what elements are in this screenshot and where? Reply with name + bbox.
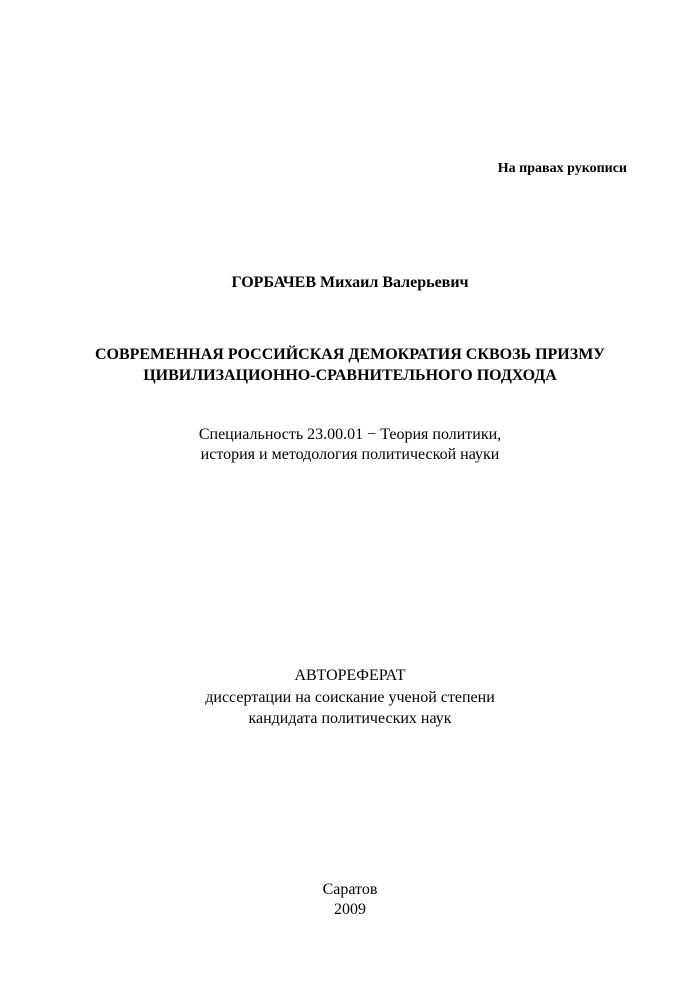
specialty-line-1: Специальность 23.00.01 − Теория политики,	[198, 426, 502, 443]
author-name: ГОРБАЧЕВ Михаил Валерьевич	[231, 274, 469, 291]
year: 2009	[334, 901, 366, 918]
rights-note: На правах рукописи	[497, 161, 627, 176]
specialty-line-2: история и методология политической науки	[200, 446, 500, 463]
abstract-label: АВТОРЕФЕРАТ	[294, 667, 406, 684]
abstract-degree-line-1: диссертации на соискание ученой степени	[205, 689, 495, 706]
city: Саратов	[322, 881, 378, 898]
dissertation-title-line-2: ЦИВИЛИЗАЦИОННО-СРАВНИТЕЛЬНОГО ПОДХОДА	[143, 367, 557, 384]
dissertation-title-line-1: СОВРЕМЕННАЯ РОССИЙСКАЯ ДЕМОКРАТИЯ СКВОЗЬ ПРИЗМУ	[94, 346, 606, 363]
abstract-degree-line-2: кандидата политических наук	[248, 710, 452, 727]
